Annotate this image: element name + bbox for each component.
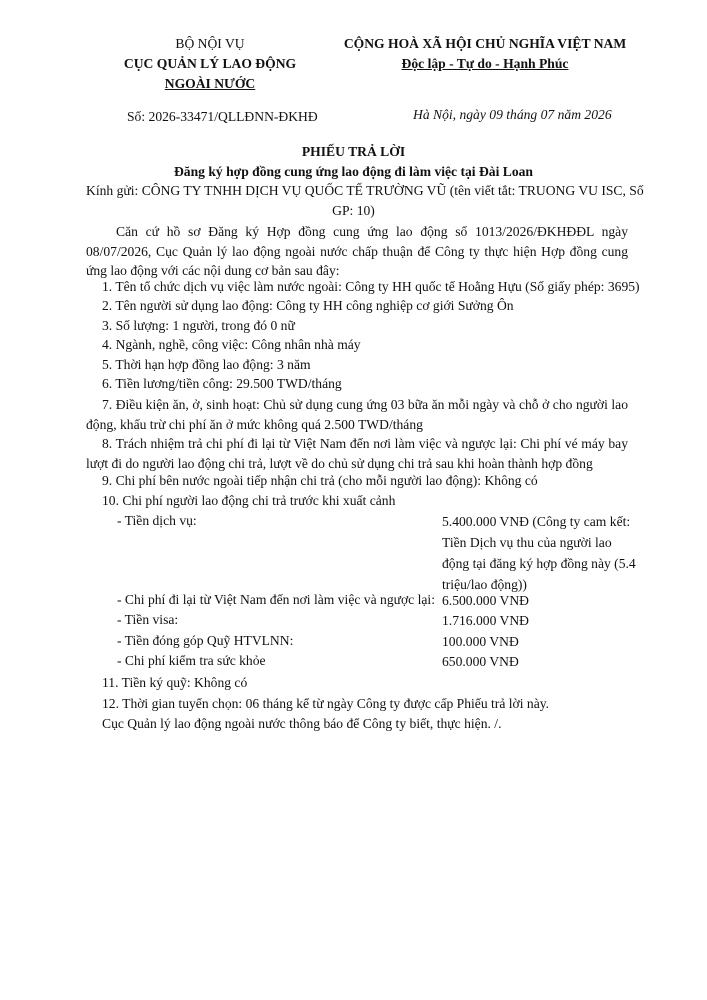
- place-and-date: Hà Nội, ngày 09 tháng 07 năm 2026: [413, 107, 612, 122]
- country-name: CỘNG HOÀ XÃ HỘI CHỦ NGHĨA VIỆT NAM: [343, 36, 627, 51]
- fee-label-fund: - Tiền đóng góp Quỹ HTVLNN:: [117, 633, 294, 648]
- document-title: PHIẾU TRẢ LỜI: [301, 144, 406, 159]
- item-living-conditions: 7. Điều kiện ăn, ở, sinh hoạt: Chủ sử dụng cung ứng 03 bữa ăn mỗi ngày và chỗ ở cho người lao động, khấu trừ chi phí ăn ở mức không quá 2.500 TWD/tháng: [86, 397, 628, 432]
- fee-label-travel: - Chi phí đi lại từ Việt Nam đến nơi làm việc và ngược lại:: [117, 592, 435, 607]
- fee-value-service: 5.400.000 VNĐ (Công ty cam kết: Tiền Dịch vụ thu của người lao động tại đăng ký hợp đồng này (5.4 triệu/lao động)): [442, 514, 636, 592]
- item-contract-term: 5. Thời hạn hợp đồng lao động: 3 năm: [102, 357, 311, 372]
- item-foreign-service-org: 1. Tên tổ chức dịch vụ việc làm nước ngoài: Công ty HH quốc tế Hoằng Hựu (Số giấy phép: 3695): [102, 279, 640, 294]
- agency-name-line1: CỤC QUẢN LÝ LAO ĐỘNG: [123, 56, 297, 71]
- recipient-line1: Kính gửi: CÔNG TY TNHH DỊCH VỤ QUỐC TẾ TRƯỜNG VŨ (tên viết tắt: TRUONG VU ISC, Số: [86, 183, 644, 198]
- item-recruitment-period: 12. Thời gian tuyển chọn: 06 tháng kể từ ngày Công ty được cấp Phiếu trả lời này.: [102, 696, 550, 711]
- item-salary: 6. Tiền lương/tiền công: 29.500 TWD/tháng: [102, 376, 342, 391]
- recipient-line2: GP: 10): [332, 203, 375, 218]
- fee-value-travel: 6.500.000 VNĐ: [442, 593, 529, 608]
- fee-value-fund: 100.000 VNĐ: [442, 634, 519, 649]
- fee-value-health-check: 650.000 VNĐ: [442, 654, 519, 669]
- national-motto: Độc lập - Tự do - Hạnh Phúc: [401, 56, 569, 71]
- item-occupation: 4. Ngành, nghề, công việc: Công nhân nhà máy: [102, 337, 361, 352]
- item-pre-departure-costs: 10. Chi phí người lao động chi trả trước khi xuất cảnh: [102, 493, 396, 508]
- item-deposit: 11. Tiền ký quỹ: Không có: [102, 675, 248, 690]
- fee-label-visa: - Tiền visa:: [117, 612, 179, 627]
- item-quantity: 3. Số lượng: 1 người, trong đó 0 nữ: [102, 318, 295, 333]
- document-number: Số: 2026-33471/QLLĐNN-ĐKHĐ: [127, 109, 318, 124]
- fee-label-service: - Tiền dịch vụ:: [117, 513, 197, 528]
- fee-label-health-check: - Chi phí kiểm tra sức khỏe: [117, 653, 266, 668]
- intro-paragraph: Căn cứ hồ sơ Đăng ký Hợp đồng cung ứng lao động số 1013/2026/ĐKHĐĐL ngày 08/07/2026, Cục Quản lý lao động ngoài nước chấp thuận để Công ty thực hiện Hợp đồng cung ứng lao động với các nội dung cơ bản sau đây:: [86, 224, 628, 278]
- agency-name-line2: NGOÀI NƯỚC: [164, 76, 256, 91]
- item-employer: 2. Tên người sử dụng lao động: Công ty HH công nghiệp cơ giới Sưởng Ôn: [102, 298, 514, 313]
- item-foreign-paid-costs: 9. Chi phí bên nước ngoài tiếp nhận chi trả (cho mỗi người lao động): Không có: [102, 473, 538, 488]
- ministry-name: BỘ NỘI VỤ: [175, 36, 245, 51]
- document-subtitle: Đăng ký hợp đồng cung ứng lao động đi làm việc tại Đài Loan: [173, 164, 533, 179]
- item-travel-costs: 8. Trách nhiệm trả chi phí đi lại từ Việt Nam đến nơi làm việc và ngược lại: Chi phí vé máy bay lượt đi do người lao động chi trả, lượt về do chủ sử dụng chi trả sau khi hoàn thành hợp đồng: [86, 436, 628, 471]
- fee-value-visa: 1.716.000 VNĐ: [442, 613, 529, 628]
- closing-statement: Cục Quản lý lao động ngoài nước thông báo để Công ty biết, thực hiện. /.: [102, 716, 502, 731]
